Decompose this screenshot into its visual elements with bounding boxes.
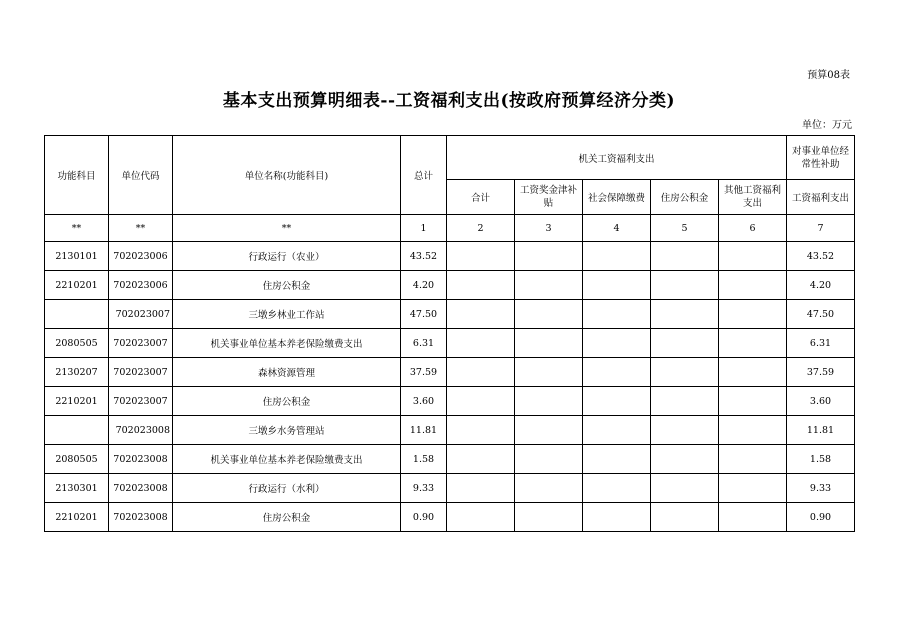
index-cell: 2 — [447, 215, 515, 242]
empty-cell — [515, 242, 583, 271]
table-row — [45, 358, 855, 387]
empty-cell — [515, 503, 583, 532]
empty-cell — [515, 300, 583, 329]
total-cell: 47.50 — [401, 300, 447, 329]
empty-cell — [447, 329, 515, 358]
total-cell: 6.31 — [401, 329, 447, 358]
empty-cell — [515, 271, 583, 300]
index-cell: 3 — [515, 215, 583, 242]
page-title: 基本支出预算明细表--工资福利支出(按政府预算经济分类) — [222, 91, 676, 111]
unit-code-cell: 702023007 — [109, 387, 173, 416]
unit-name-cell: 机关事业单位基本养老保险缴费支出 — [173, 329, 401, 358]
func-code-cell: 2210201 — [45, 271, 109, 300]
empty-cell — [719, 242, 787, 271]
func-code-cell: 2080505 — [45, 445, 109, 474]
empty-cell — [447, 503, 515, 532]
empty-cell — [719, 271, 787, 300]
subsidy-cell: 11.81 — [787, 416, 855, 445]
subsidy-cell: 47.50 — [787, 300, 855, 329]
empty-cell — [515, 329, 583, 358]
unit-code-cell: 702023007 — [109, 329, 173, 358]
empty-cell — [515, 387, 583, 416]
table-row — [45, 242, 855, 271]
empty-cell — [583, 416, 651, 445]
total-cell: 1.58 — [401, 445, 447, 474]
subsidy-cell: 1.58 — [787, 445, 855, 474]
empty-cell — [651, 329, 719, 358]
subsidy-cell: 6.31 — [787, 329, 855, 358]
empty-cell — [583, 271, 651, 300]
unit-code-cell: 702023007 — [109, 300, 173, 329]
total-cell: 37.59 — [401, 358, 447, 387]
unit-name-cell: 住房公积金 — [173, 271, 401, 300]
total-cell: 0.90 — [401, 503, 447, 532]
empty-cell — [651, 416, 719, 445]
empty-cell — [651, 300, 719, 329]
header-sub-social: 社会保障缴费 — [583, 180, 651, 215]
unit-name-cell: 行政运行（水利） — [173, 474, 401, 503]
empty-cell — [719, 387, 787, 416]
unit-code-cell: 702023008 — [109, 445, 173, 474]
empty-cell — [651, 387, 719, 416]
empty-cell — [515, 358, 583, 387]
func-code-cell: 2210201 — [45, 503, 109, 532]
empty-cell — [719, 474, 787, 503]
empty-cell — [583, 503, 651, 532]
unit-code-cell: 702023008 — [109, 474, 173, 503]
index-cell: ** — [173, 215, 401, 242]
total-cell: 4.20 — [401, 271, 447, 300]
table-row — [45, 300, 855, 329]
empty-cell — [583, 329, 651, 358]
header-sub-other: 其他工资福利支出 — [719, 180, 787, 215]
subsidy-cell: 37.59 — [787, 358, 855, 387]
subsidy-cell: 43.52 — [787, 242, 855, 271]
func-code-cell — [45, 300, 109, 329]
total-cell: 3.60 — [401, 387, 447, 416]
unit-name-cell: 机关事业单位基本养老保险缴费支出 — [173, 445, 401, 474]
empty-cell — [583, 445, 651, 474]
unit-code-cell: 702023006 — [109, 242, 173, 271]
empty-cell — [651, 271, 719, 300]
empty-cell — [447, 387, 515, 416]
empty-cell — [719, 329, 787, 358]
func-code-cell: 2080505 — [45, 329, 109, 358]
unit-code-cell: 702023006 — [109, 271, 173, 300]
empty-cell — [447, 358, 515, 387]
header-sub-subsidy: 工资福利支出 — [787, 180, 855, 215]
subsidy-cell: 9.33 — [787, 474, 855, 503]
func-code-cell: 2130207 — [45, 358, 109, 387]
empty-cell — [447, 445, 515, 474]
header-func-code: 功能科目 — [45, 136, 109, 215]
empty-cell — [447, 474, 515, 503]
total-cell: 43.52 — [401, 242, 447, 271]
index-cell: ** — [45, 215, 109, 242]
table-row — [45, 474, 855, 503]
index-cell: ** — [109, 215, 173, 242]
empty-cell — [515, 445, 583, 474]
empty-cell — [719, 358, 787, 387]
empty-cell — [583, 300, 651, 329]
empty-cell — [583, 242, 651, 271]
table-row — [45, 503, 855, 532]
empty-cell — [719, 416, 787, 445]
header-unit-code: 单位代码 — [109, 136, 173, 215]
empty-cell — [719, 300, 787, 329]
empty-cell — [515, 474, 583, 503]
func-code-cell: 2130101 — [45, 242, 109, 271]
total-cell: 9.33 — [401, 474, 447, 503]
header-total: 总计 — [401, 136, 447, 215]
empty-cell — [583, 387, 651, 416]
header-group-subsidy: 对事业单位经常性补助 — [787, 136, 855, 180]
empty-cell — [651, 242, 719, 271]
empty-cell — [719, 445, 787, 474]
empty-cell — [651, 445, 719, 474]
func-code-cell — [45, 416, 109, 445]
unit-name-cell: 森林资源管理 — [173, 358, 401, 387]
func-code-cell: 2210201 — [45, 387, 109, 416]
table-row — [45, 271, 855, 300]
index-row — [45, 215, 855, 242]
index-cell: 1 — [401, 215, 447, 242]
empty-cell — [515, 416, 583, 445]
empty-cell — [719, 503, 787, 532]
unit-label: 单位：万元 — [802, 120, 852, 131]
index-cell: 5 — [651, 215, 719, 242]
unit-name-cell: 三墩乡林业工作站 — [173, 300, 401, 329]
header-sub-salary: 工资奖金津补贴 — [515, 180, 583, 215]
table-row — [45, 445, 855, 474]
table-row — [45, 416, 855, 445]
subsidy-cell: 0.90 — [787, 503, 855, 532]
form-number: 预算08表 — [807, 70, 850, 81]
empty-cell — [583, 358, 651, 387]
index-cell: 4 — [583, 215, 651, 242]
index-cell: 6 — [719, 215, 787, 242]
empty-cell — [447, 300, 515, 329]
unit-code-cell: 702023008 — [109, 416, 173, 445]
header-sub-total: 合计 — [447, 180, 515, 215]
table-row — [45, 387, 855, 416]
empty-cell — [651, 358, 719, 387]
total-cell: 11.81 — [401, 416, 447, 445]
subsidy-cell: 3.60 — [787, 387, 855, 416]
empty-cell — [651, 474, 719, 503]
empty-cell — [447, 242, 515, 271]
unit-name-cell: 住房公积金 — [173, 503, 401, 532]
empty-cell — [447, 271, 515, 300]
empty-cell — [447, 416, 515, 445]
unit-name-cell: 行政运行（农业） — [173, 242, 401, 271]
unit-code-cell: 702023008 — [109, 503, 173, 532]
subsidy-cell: 4.20 — [787, 271, 855, 300]
table-row — [45, 329, 855, 358]
unit-code-cell: 702023007 — [109, 358, 173, 387]
unit-name-cell: 三墩乡水务管理站 — [173, 416, 401, 445]
index-cell: 7 — [787, 215, 855, 242]
func-code-cell: 2130301 — [45, 474, 109, 503]
header-unit-name: 单位名称(功能科目) — [173, 136, 401, 215]
budget-table — [44, 135, 855, 532]
unit-name-cell: 住房公积金 — [173, 387, 401, 416]
empty-cell — [651, 503, 719, 532]
header-sub-housing: 住房公积金 — [651, 180, 719, 215]
empty-cell — [583, 474, 651, 503]
header-row-1 — [45, 136, 855, 180]
header-group-org: 机关工资福利支出 — [447, 136, 787, 180]
